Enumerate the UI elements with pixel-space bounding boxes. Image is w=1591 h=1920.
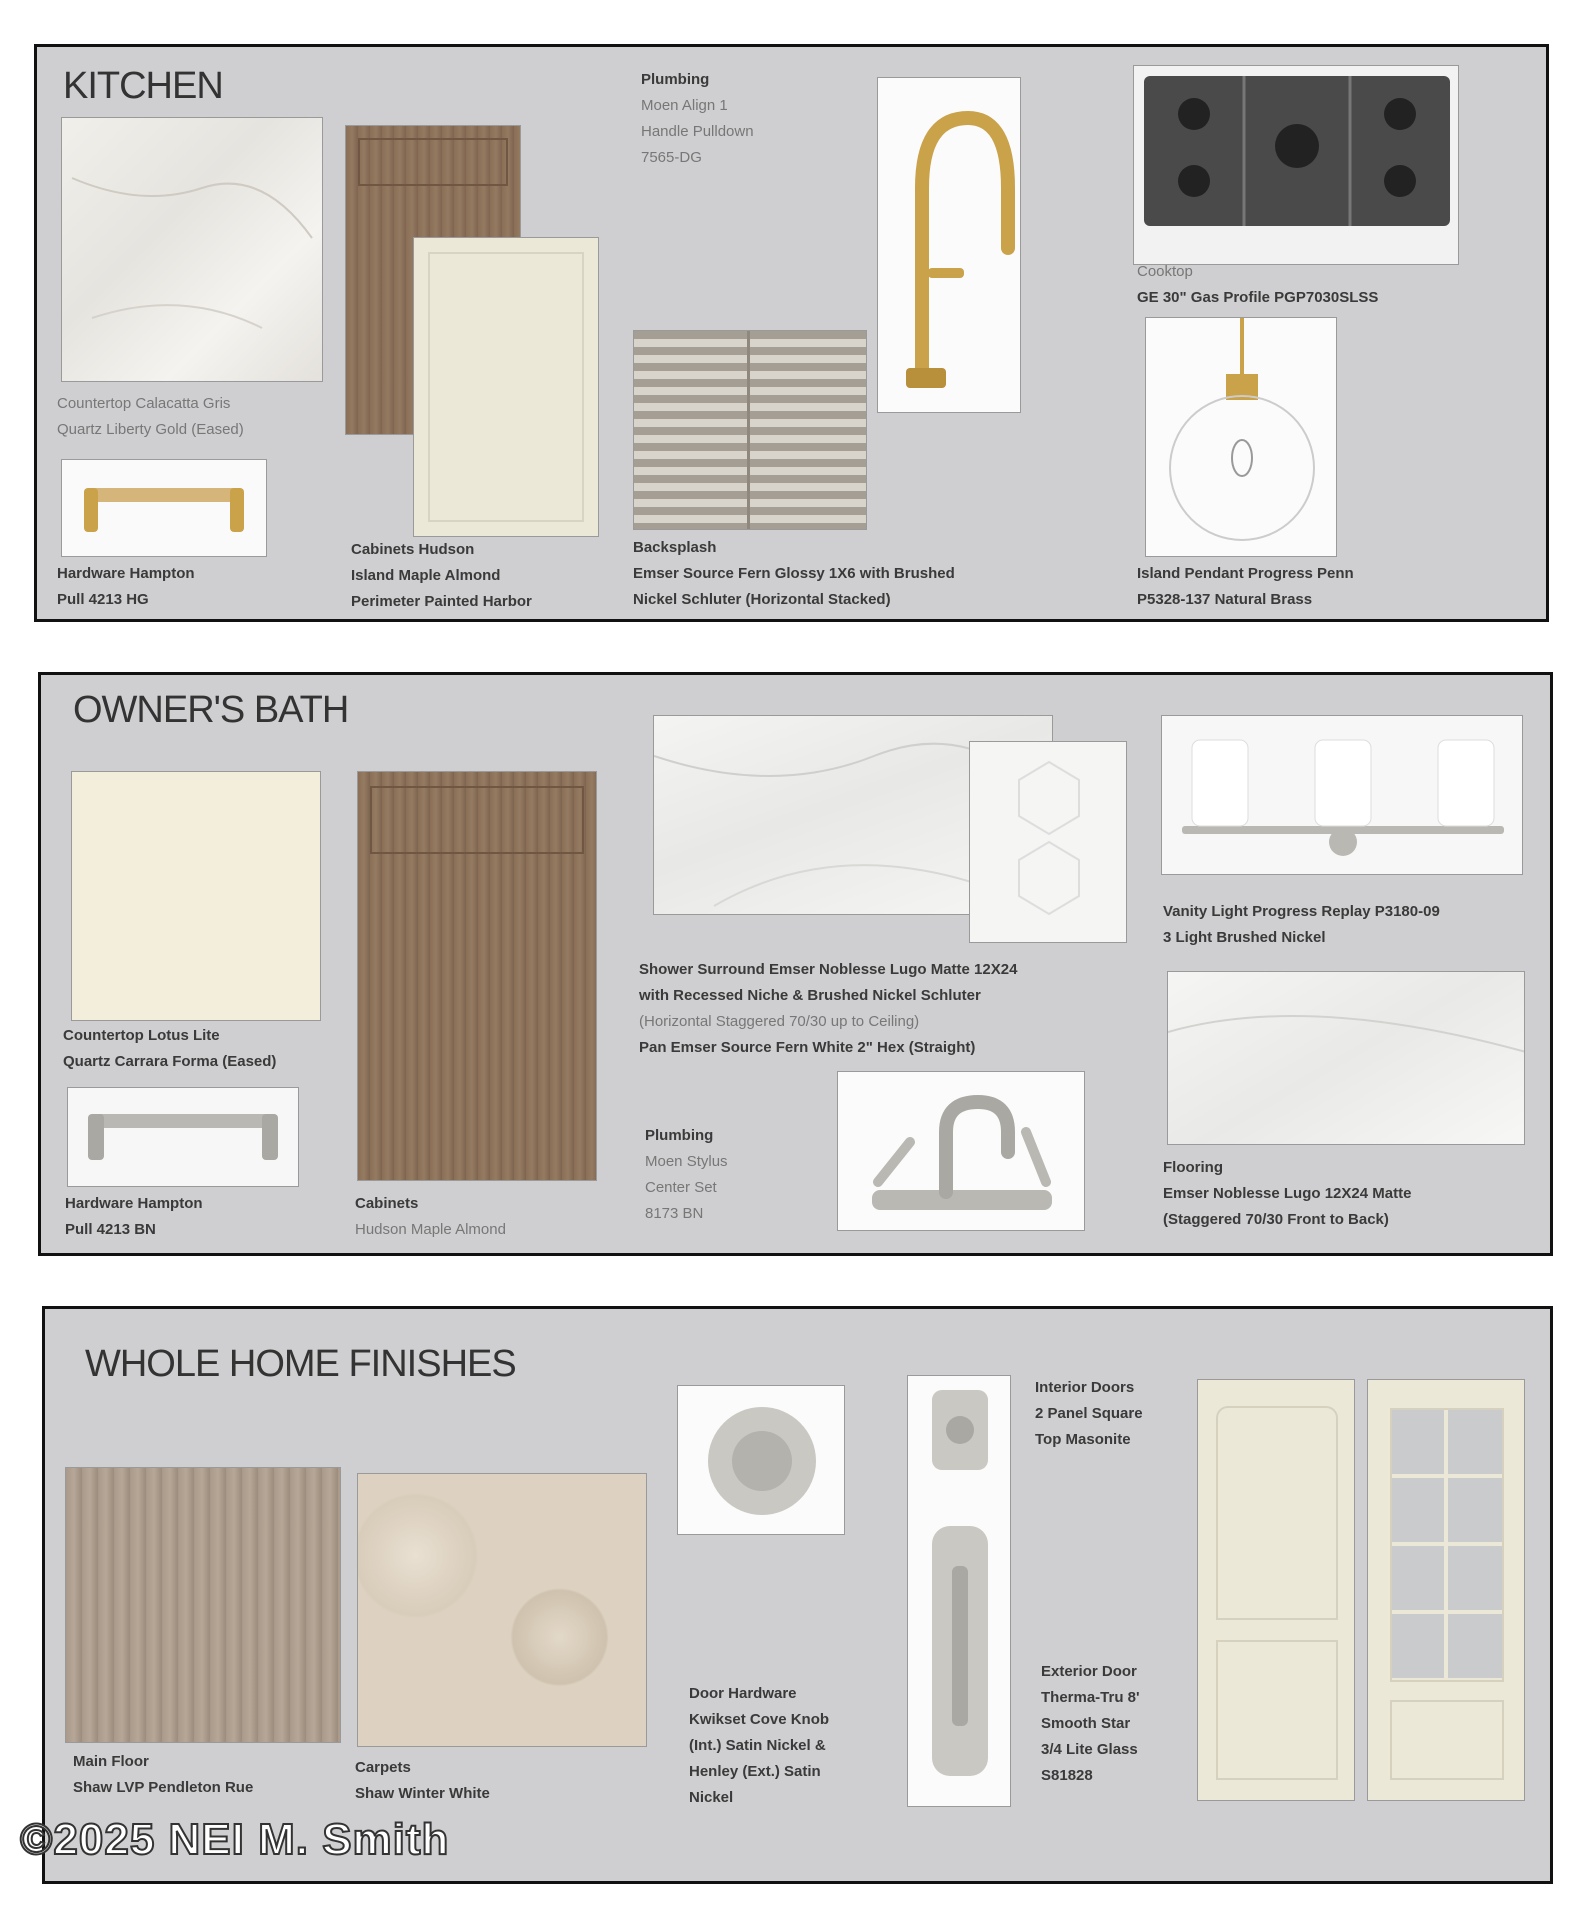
bath-faucet-image: [837, 1071, 1085, 1231]
bath-countertop-swatch: [71, 771, 321, 1021]
gold-pull-icon: [62, 460, 267, 557]
whole-home-title: WHOLE HOME FINISHES: [85, 1343, 516, 1385]
kitchen-backsplash-caption: Backsplash Emser Source Fern Glossy 1X6 with Brushed Nickel Schluter (Horizontal Stacked): [633, 539, 955, 608]
carpet-swatch: [357, 1473, 647, 1747]
copyright-watermark: ©2025 NEI M. Smith: [20, 1815, 450, 1864]
door-hardware-caption: Door Hardware Kwikset Cove Knob (Int.) Satin Nickel & Henley (Ext.) Satin Nickel: [689, 1685, 830, 1806]
cabinet-panel: [428, 252, 584, 522]
bath-hardware-caption: Hardware Hampton Pull 4213 BN: [65, 1195, 203, 1238]
kitchen-hardware-caption: Hardware Hampton Pull 4213 HG: [57, 565, 195, 608]
kitchen-hardware-swatch: [61, 459, 267, 557]
main-floor-caption: Main Floor Shaw LVP Pendleton Rue: [73, 1753, 254, 1796]
door-glass-lite: [1390, 1408, 1504, 1682]
bath-countertop-caption: Countertop Lotus Lite Quartz Carrara Forma (Eased): [63, 1027, 277, 1070]
kitchen-cooktop-caption: Cooktop GE 30" Gas Profile PGP7030SLSS: [1137, 263, 1379, 306]
kitchen-cooktop-image: [1133, 65, 1459, 265]
owners-bath-panel: [38, 672, 1553, 1256]
exterior-door-image: [1367, 1379, 1525, 1801]
interior-door-image: [1197, 1379, 1355, 1801]
kitchen-plumbing-caption: Plumbing Moen Align 1 Handle Pulldown 7565-DG: [641, 71, 754, 166]
cabinet-rail: [370, 786, 584, 854]
carpets-caption: Carpets Shaw Winter White: [355, 1759, 490, 1802]
whole-home-panel: [42, 1306, 1553, 1884]
door-upper-panel: [1216, 1406, 1338, 1620]
marble-veins: [62, 118, 323, 382]
handleset-icon: [908, 1376, 1011, 1807]
kitchen-countertop-caption: Countertop Calacatta Gris Quartz Liberty Gold (Eased): [57, 395, 244, 438]
nickel-pull-icon: [68, 1088, 299, 1187]
bath-plumbing-caption: Plumbing Moen Stylus Center Set 8173 BN: [645, 1127, 728, 1222]
hex-tile-icon: [970, 742, 1127, 943]
nickel-faucet-icon: [838, 1072, 1085, 1231]
kitchen-panel: [34, 44, 1549, 622]
marble-veins: [1168, 972, 1525, 1145]
bath-hex-tile-swatch: [969, 741, 1127, 943]
owners-bath-title: OWNER'S BATH: [73, 689, 349, 731]
bath-hardware-swatch: [67, 1087, 299, 1187]
kitchen-title: KITCHEN: [63, 65, 223, 107]
cabinet-rail: [358, 138, 508, 186]
door-lower-panel: [1216, 1640, 1338, 1780]
kitchen-pendant-image: [1145, 317, 1337, 557]
door-knob-image: [677, 1385, 845, 1535]
glass-muntin: [1444, 1410, 1448, 1680]
bath-cabinets-caption: Cabinets Hudson Maple Almond: [355, 1195, 506, 1238]
exterior-door-caption: Exterior Door Therma-Tru 8' Smooth Star 3/4 Lite Glass S81828: [1041, 1663, 1140, 1784]
door-kick-panel: [1390, 1700, 1504, 1780]
main-floor-swatch: [65, 1467, 341, 1743]
interior-doors-caption: Interior Doors 2 Panel Square Top Masonite: [1035, 1379, 1143, 1448]
kitchen-backsplash-swatch: [633, 330, 867, 530]
kitchen-pendant-caption: Island Pendant Progress Penn P5328-137 Natural Brass: [1137, 565, 1354, 608]
bath-vanity-light-image: [1161, 715, 1523, 875]
tile-seam: [747, 331, 750, 529]
bath-cabinet-swatch: [357, 771, 597, 1181]
kitchen-faucet-image: [877, 77, 1021, 413]
kitchen-cabinets-caption: Cabinets Hudson Island Maple Almond Perimeter Painted Harbor: [351, 541, 532, 610]
kitchen-countertop-swatch: [61, 117, 323, 382]
door-handleset-image: [907, 1375, 1011, 1807]
bath-shower-caption: Shower Surround Emser Noblesse Lugo Matte 12X24 with Recessed Niche & Brushed Nickel Schluter (Horizontal Staggered 70/30 up to Ceiling) Pan Emser Source Fern White 2" Hex (Straight): [639, 961, 1018, 1056]
door-knob-icon: [678, 1386, 845, 1535]
vanity-light-icon: [1162, 716, 1523, 875]
bath-flooring-caption: Flooring Emser Noblesse Lugo 12X24 Matte (Staggered 70/30 Front to Back): [1163, 1159, 1412, 1228]
bath-flooring-swatch: [1167, 971, 1525, 1145]
cooktop-icon: [1134, 66, 1459, 265]
kitchen-perimeter-cabinet-swatch: [413, 237, 599, 537]
pendant-light-icon: [1146, 318, 1337, 557]
bath-vanity-light-caption: Vanity Light Progress Replay P3180-09 3 Light Brushed Nickel: [1163, 903, 1440, 946]
gold-faucet-icon: [878, 78, 1021, 413]
